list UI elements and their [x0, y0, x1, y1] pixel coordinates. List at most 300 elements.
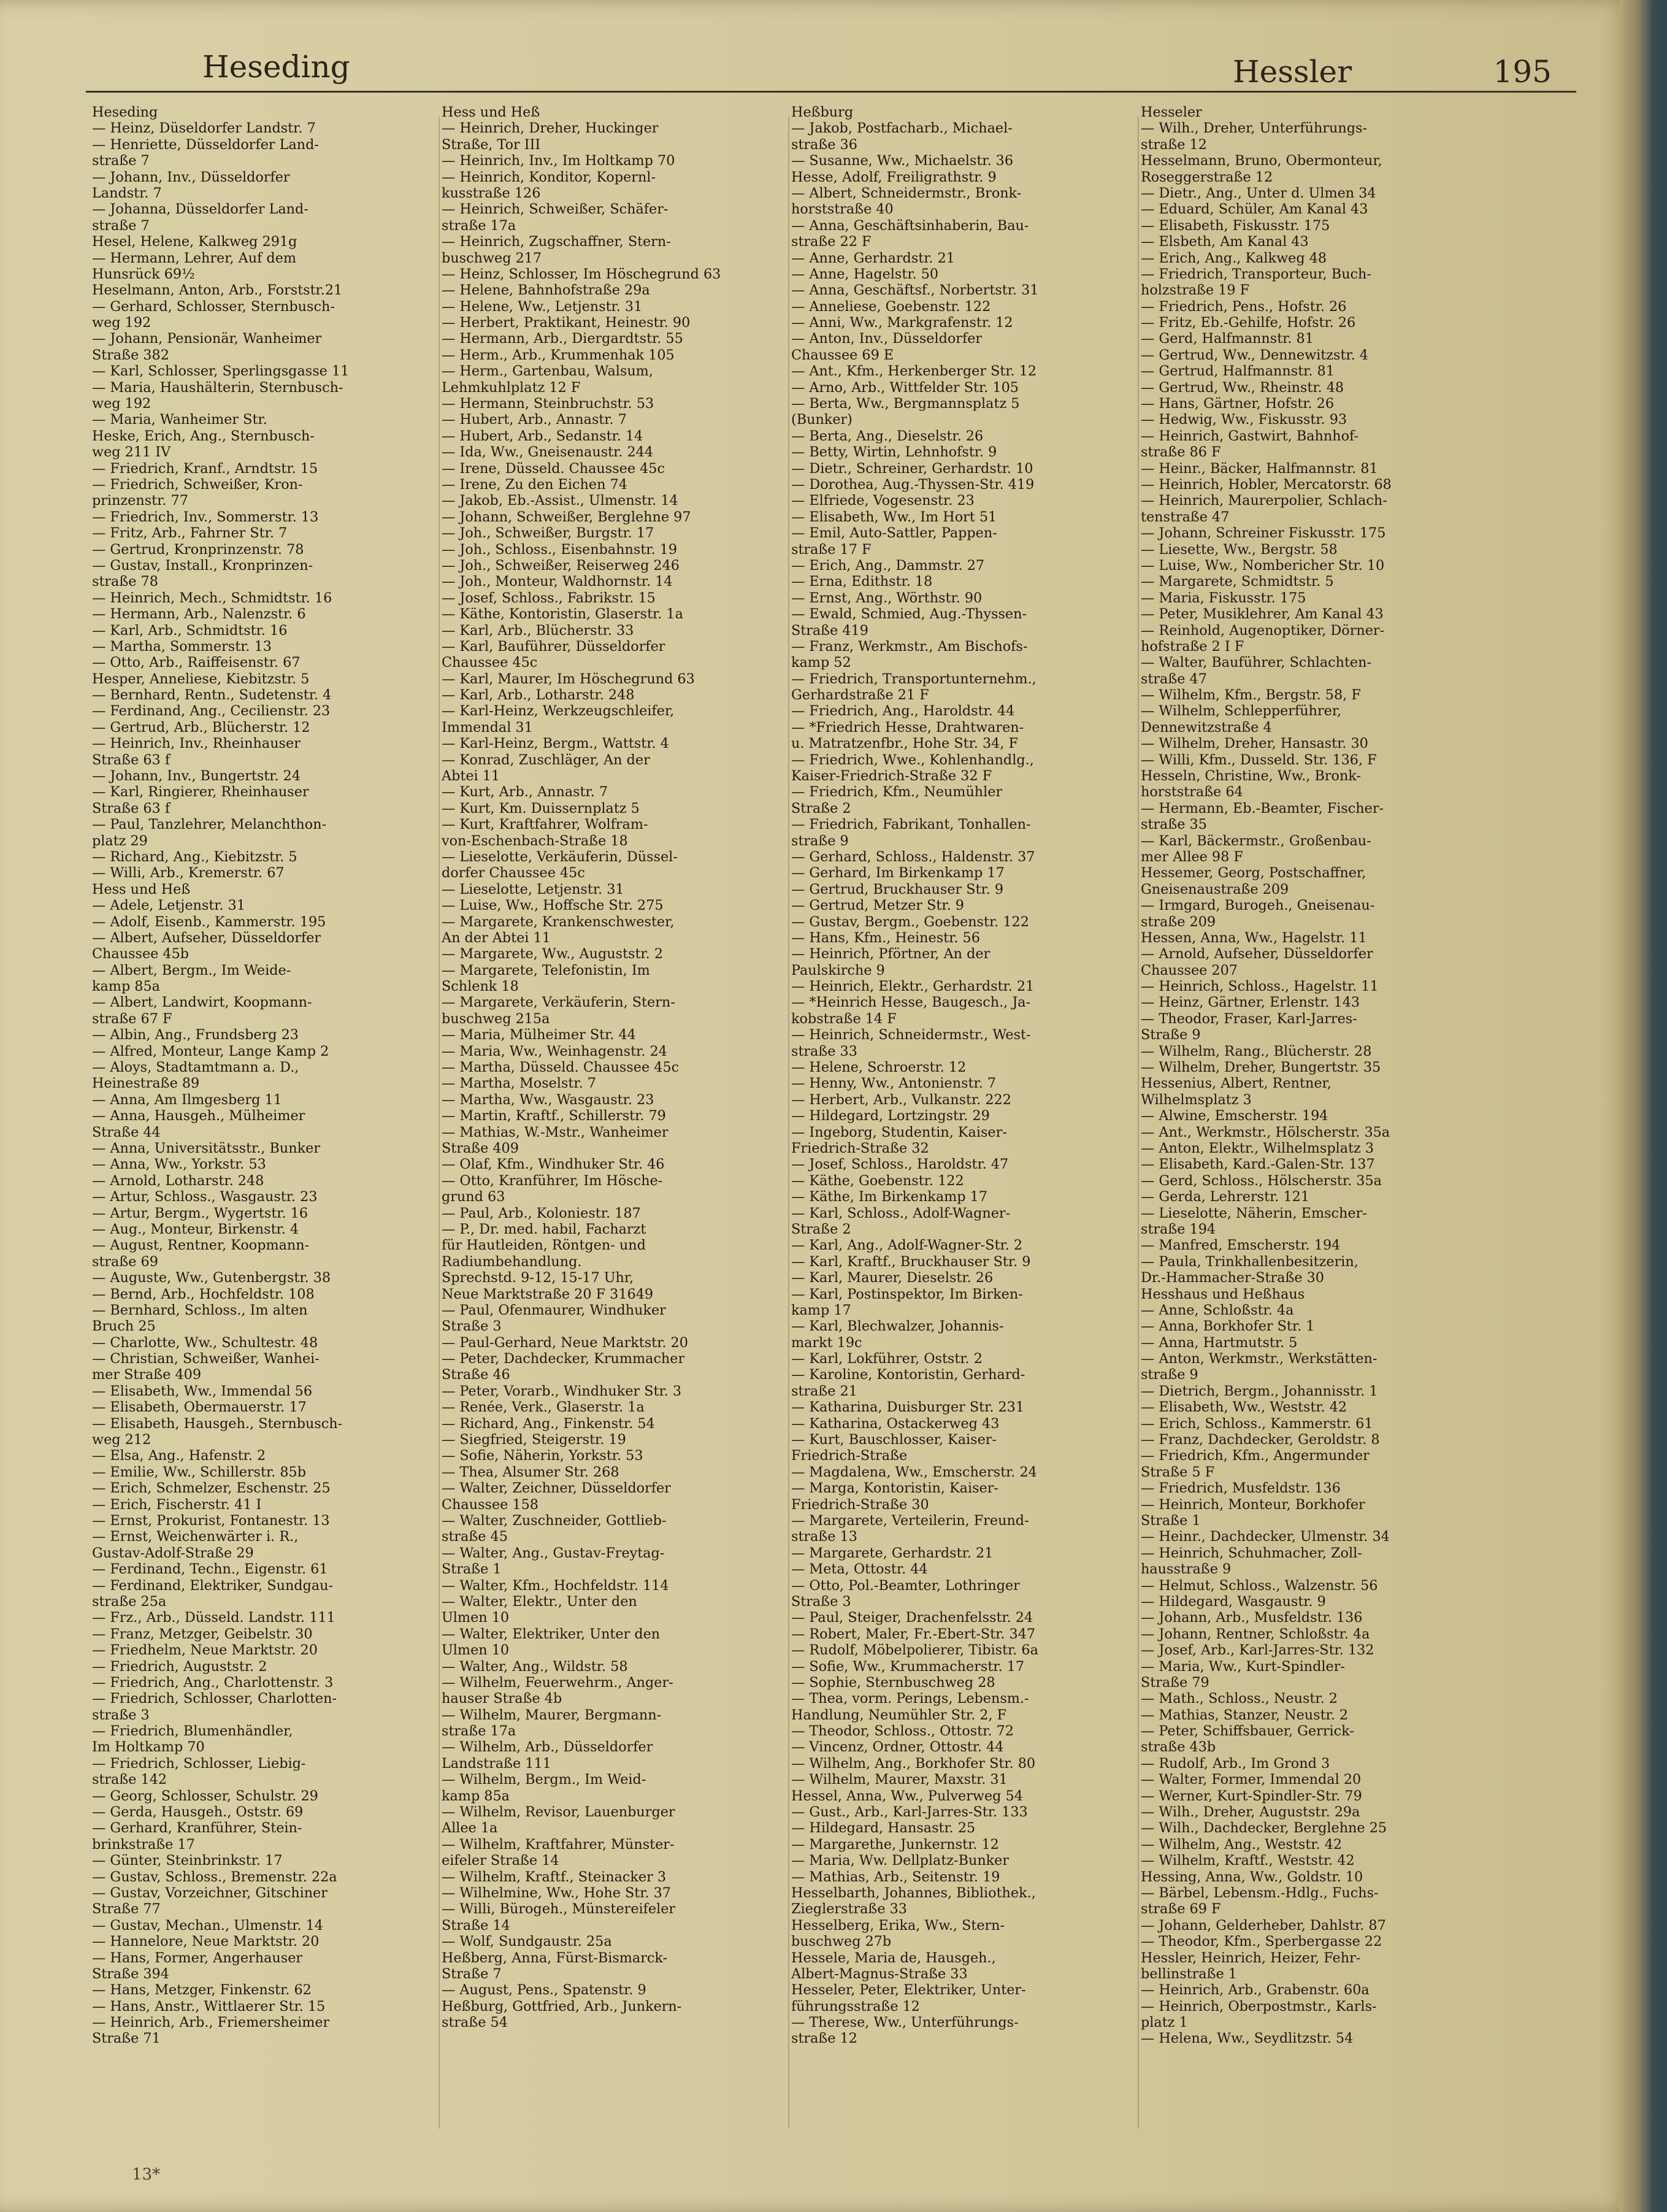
directory-entry-line: — Friedrich, Schlosser, Liebig- [92, 1755, 306, 1772]
directory-entry-line: — Susanne, Ww., Michaelstr. 36 [791, 153, 1014, 169]
directory-entry-line: — Johann, Arb., Musfeldstr. 136 [1141, 1610, 1363, 1626]
directory-entry-line: — Henny, Ww., Antonienstr. 7 [791, 1075, 997, 1092]
directory-entry-line: — Johanna, Düsseldorfer Land- [92, 201, 308, 218]
directory-entry-line: — Friedrich, Ang., Charlottenstr. 3 [92, 1674, 334, 1691]
directory-entry-line: — Gertrud, Ww., Rheinstr. 48 [1141, 379, 1344, 396]
directory-entry-line: — Elisabeth, Obermauerstr. 17 [92, 1399, 307, 1416]
directory-entry-line: hausstraße 9 [1141, 1561, 1232, 1578]
directory-entry-line: — Gerhard, Im Birkenkamp 17 [791, 865, 1005, 881]
directory-entry-line: — Martha, Moselstr. 7 [442, 1075, 596, 1092]
directory-entry-line: — Elfriede, Vogesenstr. 23 [791, 493, 975, 509]
directory-entry-line: — Emil, Auto-Sattler, Pappen- [791, 525, 997, 542]
directory-entry-line: — Theodor, Fraser, Karl-Jarres- [1141, 1010, 1357, 1027]
directory-entry-line: Straße 2 [791, 1221, 851, 1237]
directory-entry-line: brinkstraße 17 [92, 1836, 195, 1853]
directory-entry-line: Chaussee 45c [442, 655, 538, 671]
directory-entry-line: von-Eschenbach-Straße 18 [442, 832, 628, 849]
directory-entry-line: — Emilie, Ww., Schillerstr. 85b [92, 1464, 306, 1480]
directory-entry-line: — Ferdinand, Ang., Cecilienstr. 23 [92, 703, 331, 720]
directory-entry-line: — Erich, Schmelzer, Eschenstr. 25 [92, 1480, 331, 1497]
directory-entry-line: — Heinrich, Zugschaffner, Stern- [442, 234, 671, 250]
directory-entry-line: Straße 2 [791, 800, 851, 816]
directory-entry-line: — Margarete, Telefonistin, Im [442, 962, 650, 978]
directory-entry-line: — Wolf, Sundgaustr. 25a [442, 1934, 612, 1950]
directory-entry-line: — Konrad, Zuschläger, An der [442, 751, 650, 768]
directory-entry-line: — Wilhelm, Ang., Borkhofer Str. 80 [791, 1755, 1036, 1772]
directory-entry-line: — P., Dr. med. habil, Facharzt [442, 1221, 646, 1237]
directory-entry-line: Ulmen 10 [442, 1610, 510, 1626]
directory-entry-line: — Wilh., Dreher, Unterführungs- [1141, 120, 1368, 137]
directory-entry-line: Landstr. 7 [92, 185, 162, 201]
directory-entry-line: — Gertrud, Arb., Blücherstr. 12 [92, 719, 310, 735]
directory-entry-line: — Peter, Dachdecker, Krummacher [442, 1351, 685, 1367]
directory-entry-line: — Siegfried, Steigerstr. 19 [442, 1432, 626, 1448]
directory-entry-line: — Käthe, Im Birkenkamp 17 [791, 1189, 987, 1205]
directory-entry-line: grund 63 [442, 1189, 505, 1205]
directory-entry-line: Lehmkuhlplatz 12 F [442, 379, 581, 396]
directory-entry-line: — Mathias, Arb., Seitenstr. 19 [791, 1868, 1000, 1885]
directory-entry-line: — Hans, Anstr., Wittlaerer Str. 15 [92, 1998, 326, 2014]
directory-entry-line: — Gertrud, Halfmannstr. 81 [1141, 363, 1335, 380]
page-number: 195 [1493, 54, 1552, 90]
directory-entry-line: — Betty, Wirtin, Lehnhofstr. 9 [791, 444, 997, 461]
directory-entry-line: — Henriette, Düsseldorfer Land- [92, 136, 319, 153]
directory-entry-line: — August, Pens., Spatenstr. 9 [442, 1982, 646, 1999]
directory-entry-line: — Wilhelm, Schlepperführer, [1141, 703, 1342, 720]
directory-entry-line: — Wilhelm, Maurer, Bergmann- [442, 1707, 662, 1723]
directory-entry-line: — Math., Schloss., Neustr. 2 [1141, 1691, 1338, 1707]
directory-entry-line: — Karl, Ringierer, Rheinhauser [92, 784, 309, 801]
directory-entry-line: (Bunker) [791, 412, 853, 428]
directory-entry-line: — Helene, Schroerstr. 12 [791, 1059, 967, 1076]
directory-entry-line: — Sofie, Ww., Krummacherstr. 17 [791, 1658, 1025, 1675]
directory-entry-line: Hess und Heß [442, 104, 540, 120]
directory-entry-line: Gustav-Adolf-Straße 29 [92, 1545, 254, 1561]
directory-entry-line: kamp 17 [791, 1302, 851, 1318]
directory-entry-line: — Hermann, Steinbruchstr. 53 [442, 396, 654, 412]
header-rule [86, 91, 1576, 93]
directory-entry-line: — Maria, Haushälterin, Sternbusch- [92, 379, 343, 396]
directory-entry-line: — Heinrich, Mech., Schmidtstr. 16 [92, 589, 332, 606]
directory-entry-line: — Katharina, Ostackerweg 43 [791, 1415, 1000, 1432]
directory-entry-line: — Karl-Heinz, Werkzeugschleifer, [442, 703, 675, 720]
directory-entry-line: Hesseln, Christine, Ww., Bronk- [1141, 768, 1361, 785]
directory-entry-line: — Gerhard, Kranführer, Stein- [92, 1820, 302, 1837]
directory-entry-line: — Bärbel, Lebensm.-Hdlg., Fuchs- [1141, 1884, 1379, 1901]
directory-entry-line: weg 211 IV [92, 444, 171, 461]
directory-entry-line: — Karl, Arb., Schmidtstr. 16 [92, 622, 288, 639]
directory-entry-line: — Paul-Gerhard, Neue Marktstr. 20 [442, 1334, 688, 1351]
directory-entry-line: — Franz, Dachdecker, Geroldstr. 8 [1141, 1432, 1380, 1448]
directory-entry-line: — Wilhelm, Kraftf., Weststr. 42 [1141, 1853, 1355, 1869]
directory-entry-line: — Dietr., Ang., Unter d. Ulmen 34 [1141, 185, 1376, 201]
directory-entry-line: Straße 14 [442, 1917, 510, 1934]
directory-entry-line: — Erich, Schloss., Kammerstr. 61 [1141, 1415, 1373, 1432]
directory-entry-line: straße 7 [92, 153, 150, 169]
directory-entry-line: — Friedrich, Blumenhändler, [92, 1723, 293, 1740]
directory-entry-line: — Anton, Elektr., Wilhelmsplatz 3 [1141, 1140, 1374, 1156]
directory-entry-line: straße 69 F [1141, 1901, 1221, 1918]
directory-entry-line: — Aloys, Stadtamtmann a. D., [92, 1059, 299, 1076]
directory-entry-line: — Kurt, Bauschlosser, Kaiser- [791, 1432, 997, 1448]
directory-entry-line: — Anne, Schloßstr. 4a [1141, 1302, 1294, 1318]
directory-entry-line: — Gustav, Install., Kronprinzen- [92, 557, 313, 574]
directory-entry-line: Sprechstd. 9-12, 15-17 Uhr, [442, 1270, 634, 1286]
directory-entry-line: dorfer Chaussee 45c [442, 865, 585, 881]
directory-entry-line: — *Heinrich Hesse, Baugesch., Ja- [791, 994, 1031, 1011]
directory-entry-line: — Walter, Ang., Gustav-Freytag- [442, 1545, 665, 1561]
directory-entry-line: — Kurt, Arb., Annastr. 7 [442, 784, 608, 801]
directory-entry-line: Straße 44 [92, 1124, 161, 1140]
directory-entry-line: — Ewald, Schmied, Aug.-Thyssen- [791, 606, 1027, 623]
directory-entry-line: — Willi, Bürogeh., Münstereifeler [442, 1901, 676, 1918]
directory-entry-line: — Olaf, Kfm., Windhuker Str. 46 [442, 1156, 665, 1173]
directory-entry-line: straße 7 [92, 217, 150, 234]
directory-entry-line: — Paul, Ofenmaurer, Windhuker [442, 1302, 666, 1318]
directory-entry-line: — Hans, Kfm., Heinestr. 56 [791, 929, 980, 946]
directory-entry-line: — Gertrud, Ww., Dennewitzstr. 4 [1141, 347, 1368, 363]
directory-entry-line: — Karl, Kraftf., Bruckhauser Str. 9 [791, 1253, 1031, 1270]
directory-entry-line: — Albin, Ang., Frundsberg 23 [92, 1027, 299, 1043]
directory-entry-line: — Heinrich, Schneidermstr., West- [791, 1027, 1031, 1043]
column-4 [1141, 104, 1484, 2129]
directory-entry-line: straße 35 [1141, 816, 1207, 833]
directory-entry-line: prinzenstr. 77 [92, 493, 188, 509]
directory-entry-line: — Johann, Rentner, Schloßstr. 4a [1141, 1626, 1370, 1642]
directory-entry-line: straße 69 [92, 1253, 158, 1270]
directory-entry-line: weg 192 [92, 315, 151, 331]
directory-entry-line: — Albert, Bergm., Im Weide- [92, 962, 291, 978]
directory-entry-line: Heske, Erich, Ang., Sternbusch- [92, 428, 315, 444]
directory-entry-line: — Friedrich, Ang., Haroldstr. 44 [791, 703, 1015, 720]
directory-entry-line: — Hermann, Lehrer, Auf dem [92, 250, 297, 266]
directory-entry-line: — Friedrich, Transporteur, Buch- [1141, 266, 1371, 282]
directory-entry-line: straße 209 [1141, 913, 1216, 930]
directory-entry-line: — Aug., Monteur, Birkenstr. 4 [92, 1221, 299, 1237]
directory-entry-line: — Sofie, Näherin, Yorkstr. 53 [442, 1448, 643, 1464]
directory-entry-line: — Jakob, Postfacharb., Michael- [791, 120, 1013, 137]
directory-entry-line: — Wilhelm, Feuerwehrm., Anger- [442, 1674, 673, 1691]
directory-entry-line: — Heinrich, Schweißer, Schäfer- [442, 201, 669, 218]
directory-entry-line: Chaussee 69 E [791, 347, 894, 363]
directory-entry-line: straße 36 [791, 136, 857, 153]
directory-entry-line: — Friedrich, Fabrikant, Tonhallen- [791, 816, 1031, 833]
directory-entry-line: — Robert, Maler, Fr.-Ebert-Str. 347 [791, 1626, 1036, 1642]
directory-entry-line: Hessemer, Georg, Postschaffner, [1141, 865, 1366, 881]
directory-entry-line: — Reinhold, Augenoptiker, Dörner- [1141, 622, 1385, 639]
directory-entry-line: Heselmann, Anton, Arb., Forststr.21 [92, 282, 343, 299]
directory-entry-line: mer Allee 98 F [1141, 848, 1243, 865]
directory-entry-line: — Joh., Monteur, Waldhornstr. 14 [442, 574, 673, 590]
directory-entry-line: — Fritz, Arb., Fahrner Str. 7 [92, 525, 288, 542]
directory-entry-line: buschweg 215a [442, 1010, 550, 1027]
directory-entry-line: — Gerhard, Schloss., Haldenstr. 37 [791, 848, 1035, 865]
directory-entry-line: — Hermann, Arb., Nalenzstr. 6 [92, 606, 306, 623]
directory-entry-line: — Bernd, Arb., Hochfeldstr. 108 [92, 1286, 315, 1302]
directory-entry-line: — Berta, Ww., Bergmannsplatz 5 [791, 396, 1020, 412]
directory-entry-line: — Heinrich, Elektr., Gerhardstr. 21 [791, 978, 1035, 995]
directory-entry-line: — Ida, Ww., Gneisenaustr. 244 [442, 444, 654, 461]
directory-entry-line: — Heinrich, Hobler, Mercatorstr. 68 [1141, 476, 1392, 493]
directory-entry-line: Hesseler, Peter, Elektriker, Unter- [791, 1982, 1026, 1999]
directory-entry-line: — Paul, Steiger, Drachenfelsstr. 24 [791, 1610, 1033, 1626]
directory-entry-line: — Friedrich, Wwe., Kohlenhandlg., [791, 751, 1034, 768]
directory-entry-line: — Auguste, Ww., Gutenbergstr. 38 [92, 1270, 331, 1286]
directory-entry-line: Hunsrück 69½ [92, 266, 195, 282]
directory-entry-line: — Martha, Sommerstr. 13 [92, 638, 272, 655]
directory-entry-line: — Karl, Schlosser, Sperlingsgasse 11 [92, 363, 350, 380]
directory-entry-line: straße 17 F [791, 541, 872, 558]
directory-entry-line: — Hans, Metzger, Finkenstr. 62 [92, 1982, 312, 1999]
directory-entry-line: Straße 419 [791, 622, 868, 639]
directory-entry-line: — Eduard, Schüler, Am Kanal 43 [1141, 201, 1368, 218]
directory-entry-line: — Karl, Maurer, Dieselstr. 26 [791, 1270, 994, 1286]
directory-entry-line: — Bernhard, Rentn., Sudetenstr. 4 [92, 687, 332, 704]
directory-entry-line: — Friedrich, Schlosser, Charlotten- [92, 1691, 337, 1707]
directory-entry-line: — Helmut, Schloss., Walzenstr. 56 [1141, 1577, 1378, 1594]
directory-entry-line: — Kurt, Km. Duissernplatz 5 [442, 800, 640, 816]
directory-entry-line: — Elisabeth, Ww., Im Hort 51 [791, 509, 997, 525]
directory-entry-line: — Helena, Ww., Seydlitzstr. 54 [1141, 2030, 1354, 2047]
directory-entry-line: — Anton, Werkmstr., Werkstätten- [1141, 1351, 1378, 1367]
directory-entry-line: — Therese, Ww., Unterführungs- [791, 2014, 1019, 2031]
directory-entry-line: Immendal 31 [442, 719, 533, 735]
directory-entry-line: Hess und Heß [92, 881, 191, 897]
directory-entry-line: — Heinrich, Arb., Friemersheimer [92, 2014, 330, 2031]
directory-entry-line: — Paul, Tanzlehrer, Melanchthon- [92, 816, 327, 833]
directory-entry-line: — Gerda, Hausgeh., Oststr. 69 [92, 1804, 304, 1821]
directory-entry-line: — Albert, Schneidermstr., Bronk- [791, 185, 1022, 201]
directory-entry-line: — Gust., Arb., Karl-Jarres-Str. 133 [791, 1804, 1028, 1821]
directory-entry-line: Chaussee 45b [92, 946, 190, 962]
directory-entry-line: — Anna, Am Ilmgesberg 11 [92, 1091, 282, 1108]
directory-entry-line: — Ernst, Weichenwärter i. R., [92, 1529, 299, 1545]
directory-entry-line: — Helene, Bahnhofstraße 29a [442, 282, 650, 299]
directory-entry-line: — Paula, Trinkhallenbesitzerin, [1141, 1253, 1359, 1270]
directory-entry-line: — Artur, Schloss., Wasgaustr. 23 [92, 1189, 318, 1205]
directory-entry-line: — Friedrich, Schweißer, Kron- [92, 476, 303, 493]
directory-entry-line: — Ant., Werkmstr., Hölscherstr. 35a [1141, 1124, 1390, 1140]
directory-entry-line: — Hubert, Arb., Annastr. 7 [442, 412, 627, 428]
directory-entry-line: — Arnold, Aufseher, Düsseldorfer [1141, 946, 1373, 962]
directory-entry-line: Wilhelmsplatz 3 [1141, 1091, 1252, 1108]
directory-entry-line: — Rudolf, Möbelpolierer, Tibistr. 6a [791, 1642, 1038, 1659]
directory-entry-line: — Maria, Ww., Weinhagenstr. 24 [442, 1043, 667, 1059]
directory-entry-line: horststraße 40 [791, 201, 894, 218]
directory-entry-line: — Anne, Gerhardstr. 21 [791, 250, 955, 266]
directory-entry-line: — Walter, Ang., Wildstr. 58 [442, 1658, 628, 1675]
directory-entry-line: — Erna, Edithstr. 18 [791, 574, 933, 590]
directory-entry-line: — Anna, Geschäftsinhaberin, Bau- [791, 217, 1029, 234]
directory-entry-line: — Joh., Schweißer, Reiserweg 246 [442, 557, 680, 574]
directory-entry-line: — Elisabeth, Kard.-Galen-Str. 137 [1141, 1156, 1375, 1173]
directory-entry-line: — Liesette, Ww., Bergstr. 58 [1141, 541, 1338, 558]
directory-entry-line: Straße 63 f [92, 800, 171, 816]
directory-entry-line: — Thea, Alsumer Str. 268 [442, 1464, 619, 1480]
directory-entry-line: — Maria, Fiskusstr. 175 [1141, 589, 1306, 606]
directory-entry-line: — Käthe, Kontoristin, Glaserstr. 1a [442, 606, 683, 623]
directory-entry-line: — Martha, Ww., Wasgaustr. 23 [442, 1091, 654, 1108]
directory-entry-line: Hesse, Adolf, Freiligrathstr. 9 [791, 169, 997, 185]
directory-entry-line: — Heinrich, Oberpostmstr., Karls- [1141, 1998, 1377, 2014]
directory-entry-line: — Karl, Lokführer, Oststr. 2 [791, 1351, 983, 1367]
directory-entry-line: — Gustav, Bergm., Goebenstr. 122 [791, 913, 1029, 930]
directory-entry-line: — Wilhelm, Ang., Weststr. 42 [1141, 1836, 1343, 1853]
directory-entry-line: kamp 85a [442, 1788, 510, 1804]
directory-entry-line: — Anna, Hausgeh., Mülheimer [92, 1108, 305, 1124]
directory-entry-line: Hesseler [1141, 104, 1202, 120]
directory-entry-line: Straße 394 [92, 1965, 169, 1982]
directory-entry-line: Heinestraße 89 [92, 1075, 200, 1092]
directory-entry-line: Hessel, Anna, Ww., Pulverweg 54 [791, 1788, 1023, 1804]
directory-entry-line: — Frz., Arb., Düsseld. Landstr. 111 [92, 1610, 335, 1626]
directory-entry-line: Abtei 11 [442, 768, 500, 785]
directory-entry-line: — Georg, Schlosser, Schulstr. 29 [92, 1788, 318, 1804]
directory-entry-line: — Heinz, Düseldorfer Landstr. 7 [92, 120, 316, 137]
directory-entry-line: — Hermann, Eb.-Beamter, Fischer- [1141, 800, 1384, 816]
directory-entry-line: u. Matratzenfbr., Hohe Str. 34, F [791, 735, 1018, 752]
directory-entry-line: — Heinrich, Pförtner, An der [791, 946, 991, 962]
directory-entry-line: — Josef, Schloss., Haroldstr. 47 [791, 1156, 1009, 1173]
directory-entry-line: — Karl, Arb., Lotharstr. 248 [442, 687, 635, 704]
directory-entry-line: weg 212 [92, 1432, 151, 1448]
directory-entry-line: — Gerhard, Schlosser, Sternbusch- [92, 298, 335, 315]
directory-entry-line: Hesselmann, Bruno, Obermonteur, [1141, 153, 1382, 169]
directory-entry-line: — Johann, Inv., Bungertstr. 24 [92, 768, 301, 785]
footer-mark: 13* [132, 2165, 161, 2184]
column-3 [791, 104, 1135, 2129]
directory-entry-line: Hesel, Helene, Kalkweg 291g [92, 234, 297, 250]
directory-entry-line: — Anneliese, Goebenstr. 122 [791, 298, 991, 315]
directory-entry-line: — Johann, Schweißer, Berglehne 97 [442, 509, 691, 525]
directory-entry-line: — Günter, Steinbrinkstr. 17 [92, 1853, 283, 1869]
directory-entry-line: — Gustav, Mechan., Ulmenstr. 14 [92, 1917, 323, 1934]
directory-entry-line: — Alwine, Emscherstr. 194 [1141, 1108, 1328, 1124]
directory-entry-line: — Hubert, Arb., Sedanstr. 14 [442, 428, 643, 444]
directory-entry-line: — Martin, Kraftf., Schillerstr. 79 [442, 1108, 666, 1124]
directory-entry-line: straße 17a [442, 217, 516, 234]
directory-entry-line: — Ferdinand, Techn., Eigenstr. 61 [92, 1561, 328, 1578]
directory-entry-line: Hesselberg, Erika, Ww., Stern- [791, 1917, 1005, 1934]
directory-columns [92, 104, 1558, 2129]
directory-entry-line: Gerhardstraße 21 F [791, 687, 929, 704]
directory-entry-line: Chaussee 158 [442, 1496, 538, 1513]
directory-entry-line: Friedrich-Straße 32 [791, 1140, 929, 1156]
directory-entry-line: — Karl, Postinspektor, Im Birken- [791, 1286, 1023, 1302]
directory-entry-line: straße 21 [791, 1383, 857, 1399]
directory-entry-line: — Ferdinand, Elektriker, Sundgau- [92, 1577, 334, 1594]
directory-entry-line: — Hildegard, Wasgaustr. 9 [1141, 1593, 1326, 1610]
directory-entry-line: — Margarete, Krankenschwester, [442, 913, 675, 930]
directory-entry-line: — Otto, Pol.-Beamter, Lothringer [791, 1577, 1020, 1594]
directory-entry-line: — Karl, Ang., Adolf-Wagner-Str. 2 [791, 1237, 1023, 1254]
directory-entry-line: Straße 1 [442, 1561, 502, 1578]
directory-entry-line: — Christian, Schweißer, Wanhei- [92, 1351, 320, 1367]
directory-entry-line: — Fritz, Eb.-Gehilfe, Hofstr. 26 [1141, 315, 1356, 331]
directory-entry-line: — Wilhelm, Rang., Blücherstr. 28 [1141, 1043, 1372, 1059]
directory-entry-line: — Willi, Arb., Kremerstr. 67 [92, 865, 285, 881]
directory-entry-line: — Walter, Elektr., Unter den [442, 1593, 637, 1610]
directory-entry-line: kobstraße 14 F [791, 1010, 897, 1027]
directory-entry-line: — Herm., Arb., Krummenhak 105 [442, 347, 675, 363]
directory-entry-line: — Gertrud, Metzer Str. 9 [791, 897, 964, 914]
directory-entry-line: — August, Rentner, Koopmann- [92, 1237, 310, 1254]
directory-entry-line: Straße 3 [442, 1318, 502, 1335]
directory-entry-line: Straße 5 F [1141, 1464, 1215, 1480]
directory-entry-line: buschweg 27b [791, 1934, 892, 1950]
directory-entry-line: — Josef, Arb., Karl-Jarres-Str. 132 [1141, 1642, 1374, 1659]
directory-entry-line: — Anni, Ww., Markgrafenstr. 12 [791, 315, 1013, 331]
directory-entry-line: — Kurt, Kraftfahrer, Wolfram- [442, 816, 648, 833]
directory-entry-line: Allee 1a [442, 1820, 498, 1837]
directory-entry-line: — Helene, Ww., Letjenstr. 31 [442, 298, 643, 315]
directory-entry-line: — Dorothea, Aug.-Thyssen-Str. 419 [791, 476, 1035, 493]
directory-entry-line: eifeler Straße 14 [442, 1853, 559, 1869]
directory-entry-line: tenstraße 47 [1141, 509, 1230, 525]
directory-entry-line: weg 192 [92, 396, 151, 412]
directory-entry-line: — Sophie, Sternbuschweg 28 [791, 1674, 995, 1691]
directory-entry-line: — Maria, Ww., Kurt-Spindler- [1141, 1658, 1345, 1675]
book-edge [1619, 0, 1667, 2212]
directory-entry-line: — Hans, Gärtner, Hofstr. 26 [1141, 396, 1335, 412]
directory-entry-line: — Arnold, Lotharstr. 248 [92, 1172, 264, 1189]
directory-entry-line: Roseggerstraße 12 [1141, 169, 1273, 185]
directory-entry-line: — Maria, Mülheimer Str. 44 [442, 1027, 636, 1043]
directory-entry-line: Handlung, Neumühler Str. 2, F [791, 1707, 1007, 1723]
directory-entry-line: — Friedrich, Kranf., Arndtstr. 15 [92, 460, 318, 477]
directory-entry-line: — Karoline, Kontoristin, Gerhard- [791, 1367, 1025, 1383]
directory-entry-line: — Albert, Aufseher, Düsseldorfer [92, 929, 321, 946]
directory-entry-line: Straße 3 [791, 1593, 851, 1610]
directory-entry-line: — Friedrich, Inv., Sommerstr. 13 [92, 509, 319, 525]
directory-entry-line: Hesselbarth, Johannes, Bibliothek., [791, 1884, 1036, 1901]
directory-entry-line: straße 25a [92, 1593, 167, 1610]
directory-entry-line: — Walter, Former, Immendal 20 [1141, 1772, 1362, 1788]
directory-entry-line: hauser Straße 4b [442, 1691, 562, 1707]
directory-entry-line: — Hans, Former, Angerhauser [92, 1949, 303, 1966]
directory-entry-line: straße 22 F [791, 234, 872, 250]
directory-entry-line: — Friedrich, Pens., Hofstr. 26 [1141, 298, 1347, 315]
column-divider [788, 117, 789, 2129]
directory-entry-line: — Heinrich, Schloss., Hagelstr. 11 [1141, 978, 1379, 995]
directory-entry-line: — Richard, Ang., Kiebitzstr. 5 [92, 848, 297, 865]
directory-entry-line: straße 9 [1141, 1367, 1198, 1383]
directory-entry-line: — Mathias, W.-Mstr., Wanheimer [442, 1124, 669, 1140]
directory-entry-line: — Adele, Letjenstr. 31 [92, 897, 246, 914]
directory-entry-line: — Vincenz, Ordner, Ottostr. 44 [791, 1739, 1004, 1756]
directory-entry-line: — Johann, Gelderheber, Dahlstr. 87 [1141, 1917, 1386, 1934]
directory-entry-line: — Berta, Ang., Dieselstr. 26 [791, 428, 984, 444]
directory-entry-line: — Lieselotte, Letjenstr. 31 [442, 881, 624, 897]
directory-entry-line: Paulskirche 9 [791, 962, 885, 978]
directory-entry-line: — Walter, Zeichner, Düsseldorfer [442, 1480, 671, 1497]
directory-entry-line: straße 86 F [1141, 444, 1221, 461]
directory-entry-line: — Erich, Fischerstr. 41 I [92, 1496, 262, 1513]
directory-entry-line: — Bernhard, Schloss., Im alten [92, 1302, 308, 1318]
directory-entry-line: Hessele, Maria de, Hausgeh., [791, 1949, 996, 1966]
directory-entry-line: — Wilhelm, Arb., Düsseldorfer [442, 1739, 653, 1756]
directory-entry-line: Dennewitzstraße 4 [1141, 719, 1272, 735]
directory-entry-line: — Marga, Kontoristin, Kaiser- [791, 1480, 998, 1497]
directory-entry-line: — Johann, Schreiner Fiskusstr. 175 [1141, 525, 1386, 542]
directory-entry-line: — Karl, Bauführer, Düsseldorfer [442, 638, 665, 655]
directory-entry-line: — Anna, Ww., Yorkstr. 53 [92, 1156, 266, 1173]
directory-entry-line: — Gerd, Schloss., Hölscherstr. 35a [1141, 1172, 1382, 1189]
directory-entry-line: — Elsa, Ang., Hafenstr. 2 [92, 1448, 266, 1464]
directory-entry-line: — Wilhelm, Kraftf., Steinacker 3 [442, 1868, 667, 1885]
directory-entry-line: — Karl, Bäckermstr., Großenbau- [1141, 832, 1371, 849]
directory-entry-line: — Ernst, Ang., Wörthstr. 90 [791, 589, 983, 606]
